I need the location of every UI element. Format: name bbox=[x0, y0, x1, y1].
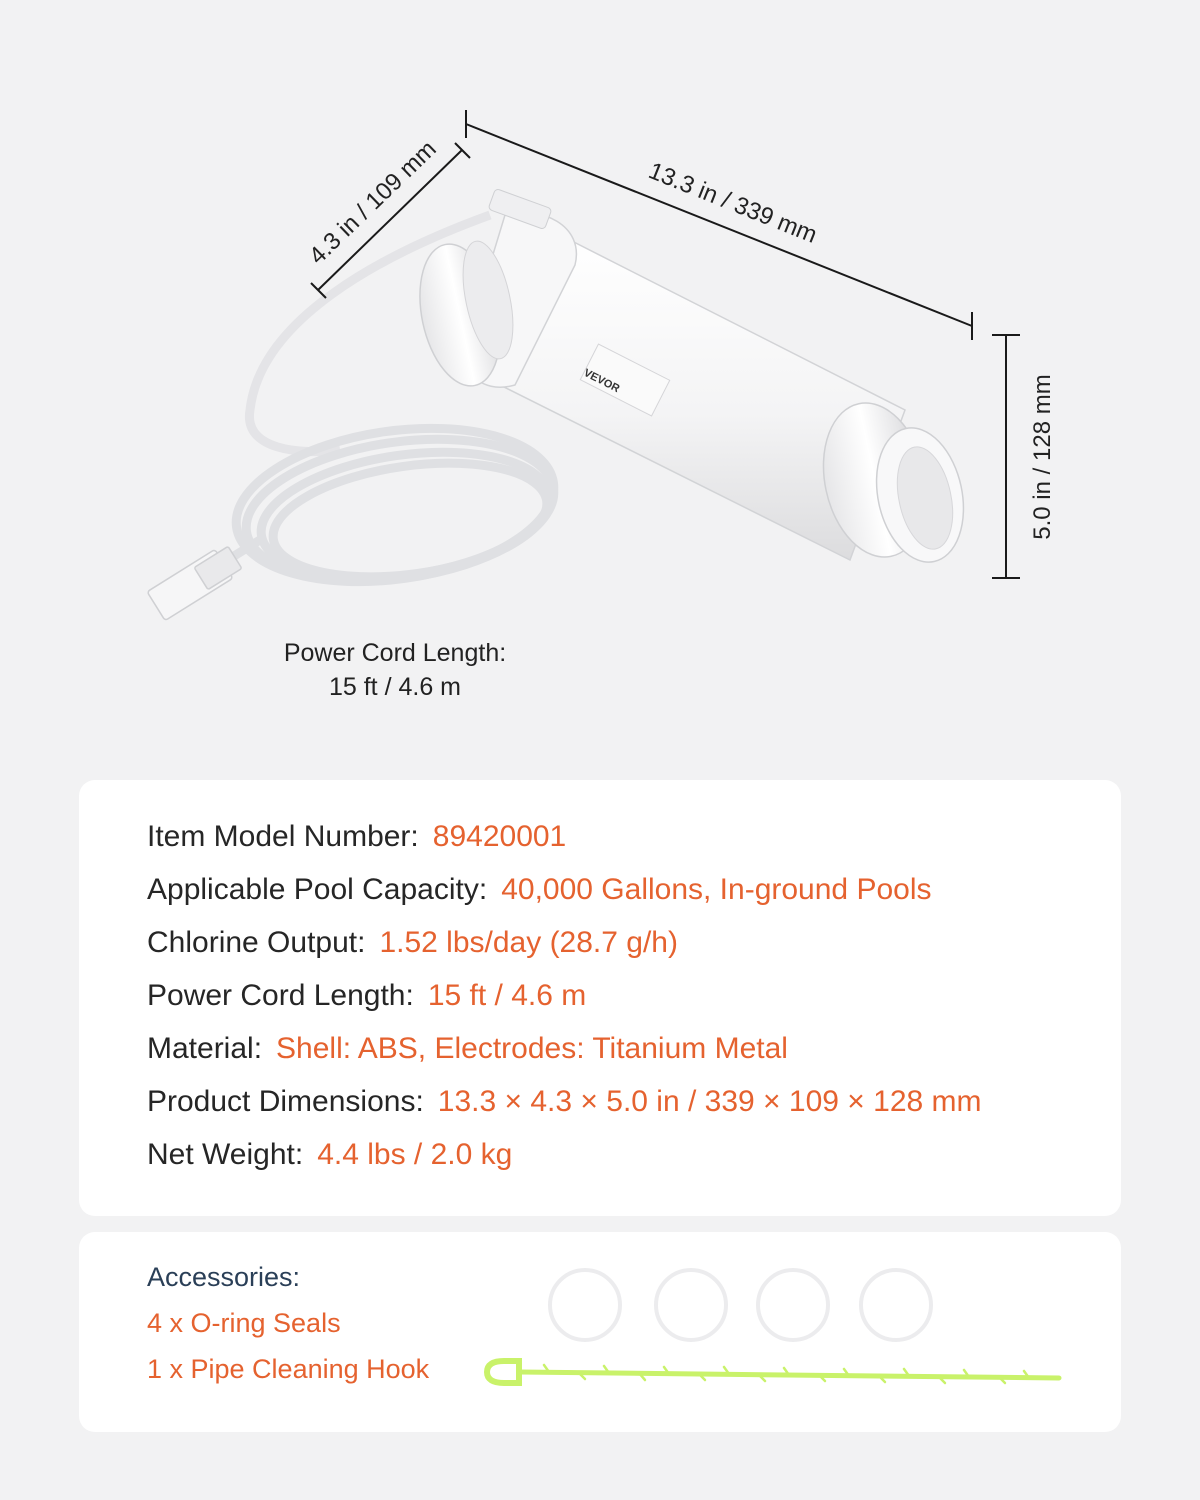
length-dimension-label: 13.3 in / 339 mm bbox=[644, 157, 821, 249]
spec-row-chlorine-output bbox=[147, 916, 982, 969]
o-ring-image bbox=[861, 1270, 931, 1340]
spec-value: 4.4 lbs / 2.0 kg bbox=[317, 1138, 513, 1171]
spec-value: 40,000 Gallons, In-ground Pools bbox=[501, 873, 932, 906]
pipe-cleaning-hook-image bbox=[487, 1361, 1059, 1383]
height-dimension-label: 5.0 in / 128 mm bbox=[1029, 374, 1056, 540]
spec-value: 13.3 × 4.3 × 5.0 in / 339 × 109 × 128 mm bbox=[437, 1085, 982, 1118]
o-ring-image bbox=[550, 1270, 620, 1340]
spec-label: Applicable Pool Capacity: bbox=[147, 873, 488, 906]
spec-label: Material: bbox=[147, 1032, 263, 1065]
cord-plug bbox=[147, 546, 242, 620]
power-cord-caption-label: Power Cord Length: bbox=[283, 639, 507, 667]
spec-row-power-cord-length bbox=[147, 969, 982, 1022]
accessories-card bbox=[79, 1232, 1121, 1432]
accessory-images bbox=[79, 1232, 1121, 1432]
power-cord-caption bbox=[230, 636, 560, 704]
accessory-item-o-rings: 4 x O-ring Seals bbox=[147, 1308, 341, 1338]
spec-value: 89420001 bbox=[432, 820, 567, 853]
spec-row-model-number bbox=[147, 810, 982, 863]
brand-label: VEVOR bbox=[581, 366, 622, 396]
specifications-card bbox=[79, 780, 1121, 1216]
spec-label: Power Cord Length: bbox=[147, 979, 414, 1012]
accessories-title: Accessories: bbox=[147, 1262, 301, 1292]
spec-row-pool-capacity bbox=[147, 863, 982, 916]
spec-value: 15 ft / 4.6 m bbox=[427, 979, 587, 1012]
spec-list bbox=[147, 810, 982, 1181]
spec-row-material bbox=[147, 1022, 982, 1075]
height-dimension-line bbox=[992, 335, 1020, 578]
o-ring-image bbox=[656, 1270, 726, 1340]
spec-label: Product Dimensions: bbox=[147, 1085, 424, 1118]
spec-row-net-weight bbox=[147, 1128, 982, 1181]
accessory-item-cleaning-hook: 1 x Pipe Cleaning Hook bbox=[147, 1354, 430, 1384]
width-dimension-label: 4.3 in / 109 mm bbox=[303, 135, 442, 270]
spec-label: Item Model Number: bbox=[147, 820, 419, 853]
spec-value: Shell: ABS, Electrodes: Titanium Metal bbox=[276, 1032, 788, 1065]
spec-value: 1.52 lbs/day (28.7 g/h) bbox=[379, 926, 678, 959]
power-cord-caption-value: 15 ft / 4.6 m bbox=[328, 673, 461, 701]
spec-label: Chlorine Output: bbox=[147, 926, 366, 959]
spec-row-dimensions bbox=[147, 1075, 982, 1128]
o-ring-image bbox=[758, 1270, 828, 1340]
spec-label: Net Weight: bbox=[147, 1138, 304, 1171]
